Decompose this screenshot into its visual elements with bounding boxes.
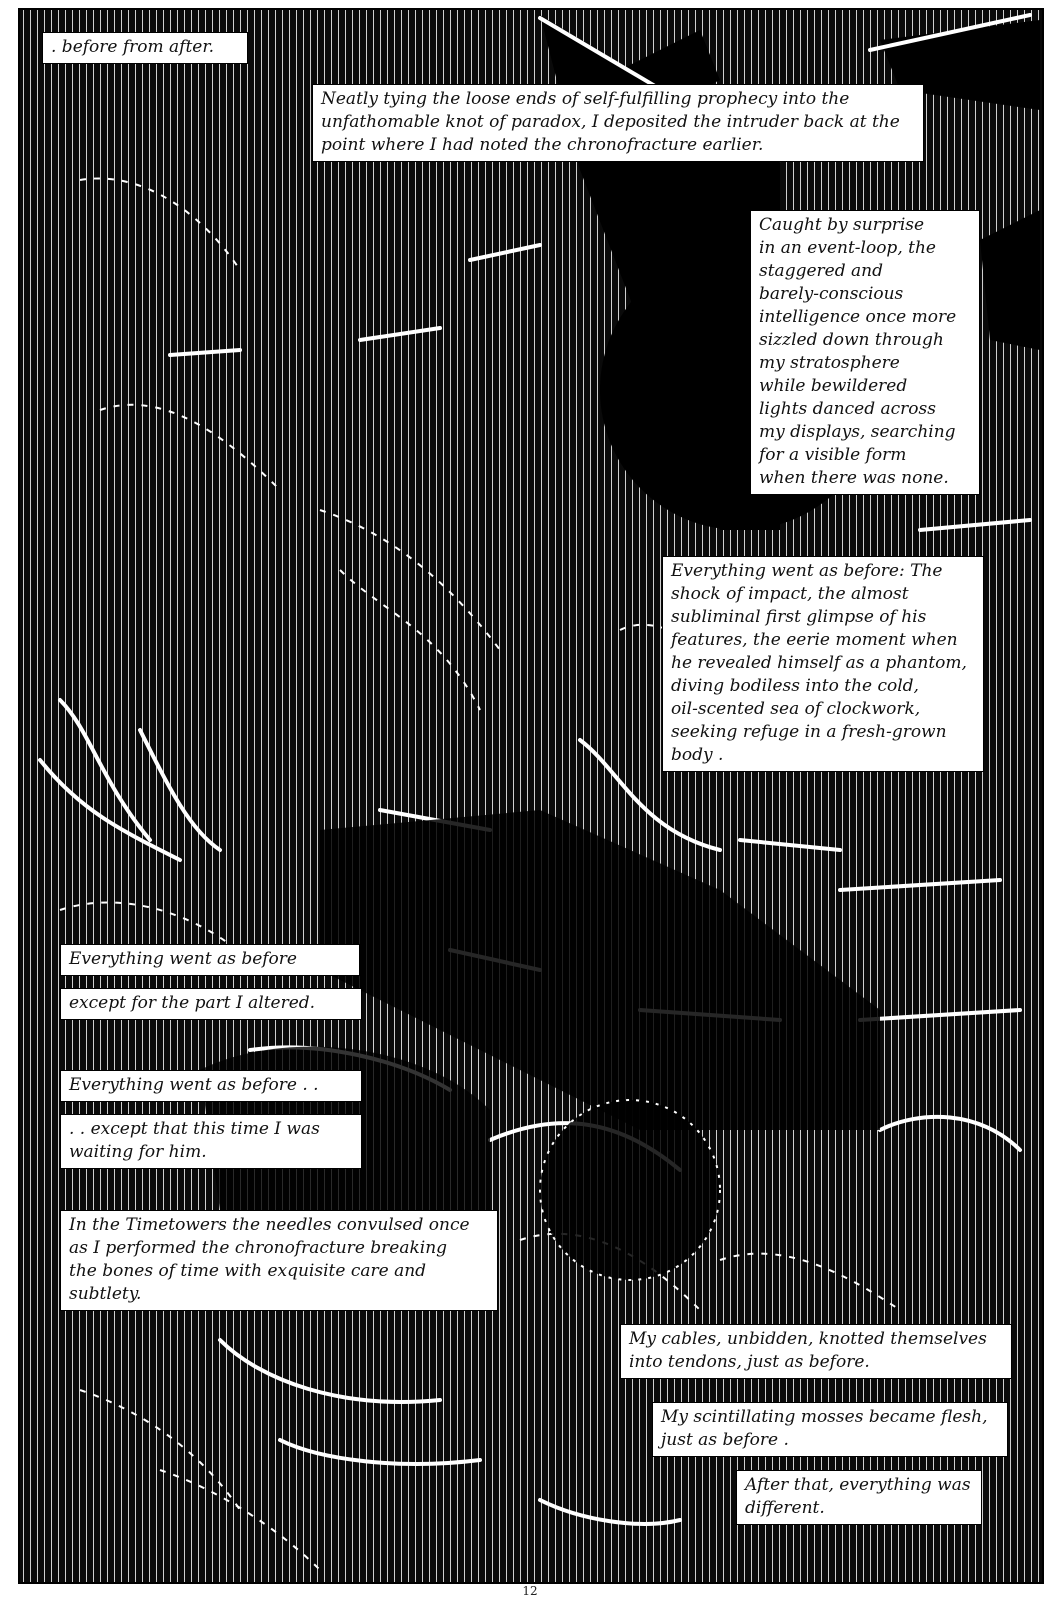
caption-box: except for the part I altered.: [60, 988, 362, 1020]
page-number: 12: [522, 1584, 538, 1598]
caption-box: Everything went as before . .: [60, 1070, 362, 1102]
caption-box: In the Timetowers the needles convulsed once as I performed the chronofracture breaking the bones of time with exquisite care and subtlety.: [60, 1210, 498, 1311]
caption-box: Neatly tying the loose ends of self-fulfilling prophecy into the unfathomable knot of paradox, I deposited the intruder back at the point where I had noted the chronofracture earlier.: [312, 84, 924, 162]
caption-box: My cables, unbidden, knotted themselves into tendons, just as before.: [620, 1324, 1012, 1379]
caption-box: After that, everything was different.: [736, 1470, 982, 1525]
caption-box: My scintillating mosses became flesh, just as before .: [652, 1402, 1008, 1457]
caption-box: . . except that this time I was waiting for him.: [60, 1114, 362, 1169]
caption-box: Everything went as before: [60, 944, 360, 976]
gear-tooth-shape: [980, 210, 1040, 350]
caption-box: Everything went as before: The shock of impact, the almost subliminal first glimpse of his features, the eerie moment when he revealed himself as a phantom, diving bodiless into the cold, oil-scented sea of clockwork, seeking refuge in a fresh-grown body .: [662, 556, 984, 772]
caption-box: Caught by surprise in an event-loop, the staggered and barely-conscious intelligence once more sizzled down through my stratosphere while bewildered lights danced across my displays, searching for a visible form when there was none.: [750, 210, 980, 495]
caption-box: . before from after.: [42, 32, 248, 64]
